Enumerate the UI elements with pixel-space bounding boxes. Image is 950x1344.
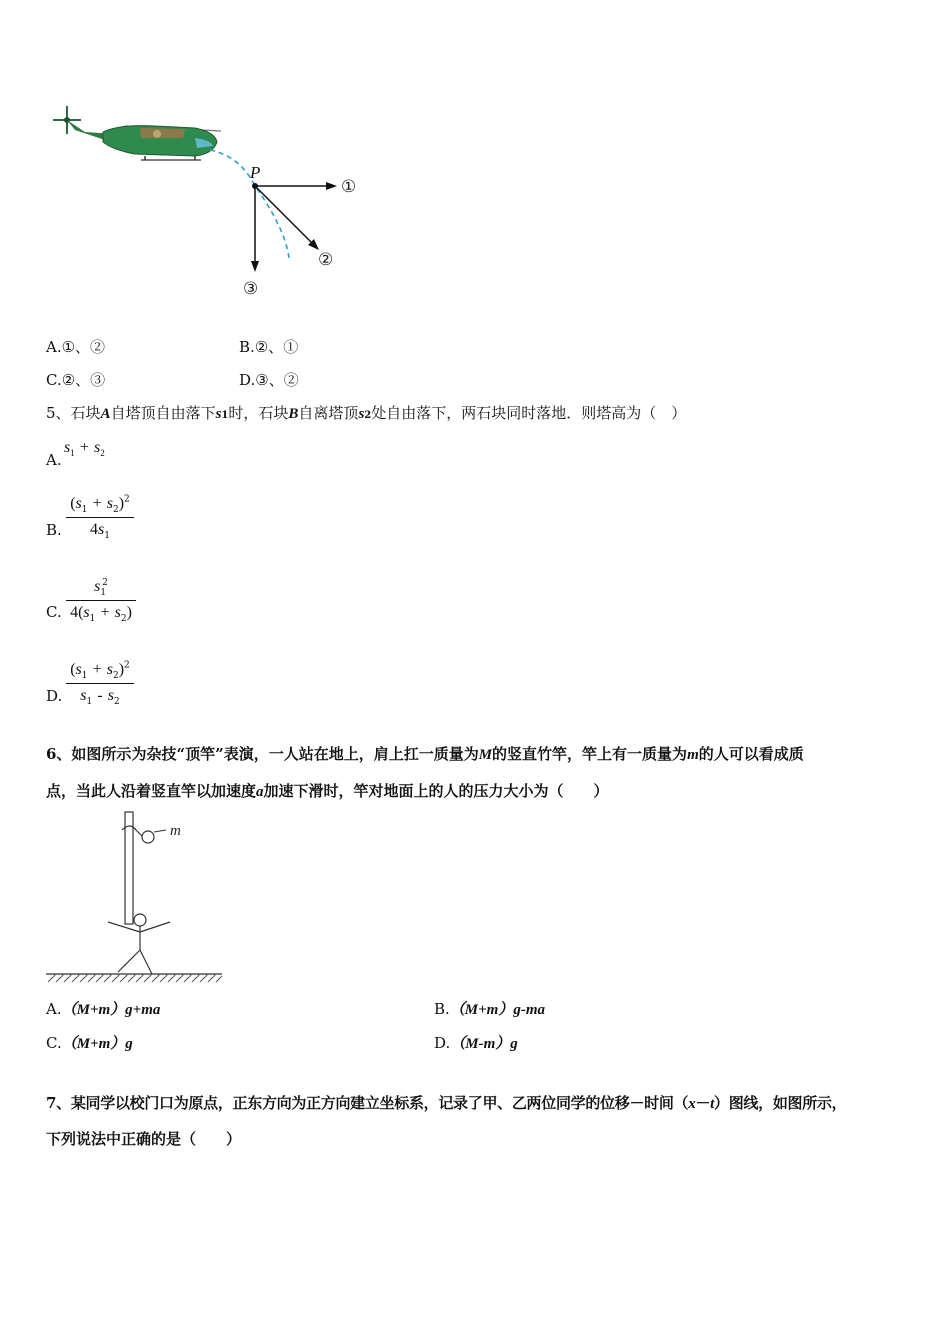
q6-stem-line1: 6、如图所示为杂技“顶竿”表演，一人站在地上，肩上扛一质量为M的竖直竹竿，竿上有一质量为m的人可以看成质: [46, 745, 804, 763]
pole-acrobat-figure: [44, 808, 226, 984]
q5-option-c-denominator: $4(s_1 + s_2)$: [70, 604, 132, 625]
q7-stem-line2: 下列说法中正确的是（ ）: [46, 1130, 242, 1148]
q5-option-b-denominator: $4s_1$: [90, 521, 110, 542]
q5-option-d-numerator: $(s_1 + s_2)^2$: [70, 660, 130, 682]
m-label: m: [170, 823, 181, 839]
point-p-label: P: [250, 163, 261, 182]
q5-option-b-label: B.: [46, 521, 62, 539]
q5-option-b-fraction: [64, 493, 136, 541]
q4-option-b: B.②、①: [239, 338, 299, 356]
q6-option-c: C.（M+m）g: [46, 1034, 133, 1052]
q5-option-d-denominator: $s_1 - s_2$: [80, 687, 120, 708]
q5-option-a-expr: $s_1 + s_2$: [64, 439, 105, 459]
q6-stem-line2: 点，当此人沿着竖直竿以加速度a加速下滑时，竿对地面上的人的压力大小为（ ）: [46, 782, 609, 800]
q5-option-c-fraction: [64, 576, 138, 624]
q6-option-d: D.（M-m）g: [434, 1034, 518, 1052]
helicopter-trajectory-figure: [45, 98, 385, 308]
q7-stem-line1: 7、某同学以校门口为原点，正东方向为正方向建立坐标系，记录了甲、乙两位同学的位移－时间（x－t）图线，如图所示，: [46, 1094, 847, 1112]
direction-2-label: ②: [318, 250, 334, 269]
q4-option-c: C.②、③: [46, 371, 106, 389]
q5-stem: 5、石块A自塔顶自由落下s1时，石块B自离塔顶s2处自由落下，两石块同时落地．则塔高为（ ）: [46, 404, 687, 422]
q5-option-c-label: C.: [46, 603, 62, 621]
q5-option-d-fraction: [64, 659, 136, 707]
direction-1-label: ①: [341, 177, 357, 196]
q5-option-b-numerator: $(s_1 + s_2)^2$: [70, 494, 130, 516]
q6-option-b: B.（M+m）g-ma: [434, 1000, 546, 1018]
q4-option-d: D.③、②: [239, 371, 299, 389]
q5-option-a-label: A.: [46, 451, 62, 469]
q5-option-d-label: D.: [46, 687, 63, 705]
q5-option-c-numerator: $s_1^2$: [94, 577, 108, 599]
q6-option-a: A.（M+m）g+ma: [46, 1000, 161, 1018]
q4-option-a: A.①、②: [46, 338, 106, 356]
direction-3-label: ③: [243, 279, 259, 298]
